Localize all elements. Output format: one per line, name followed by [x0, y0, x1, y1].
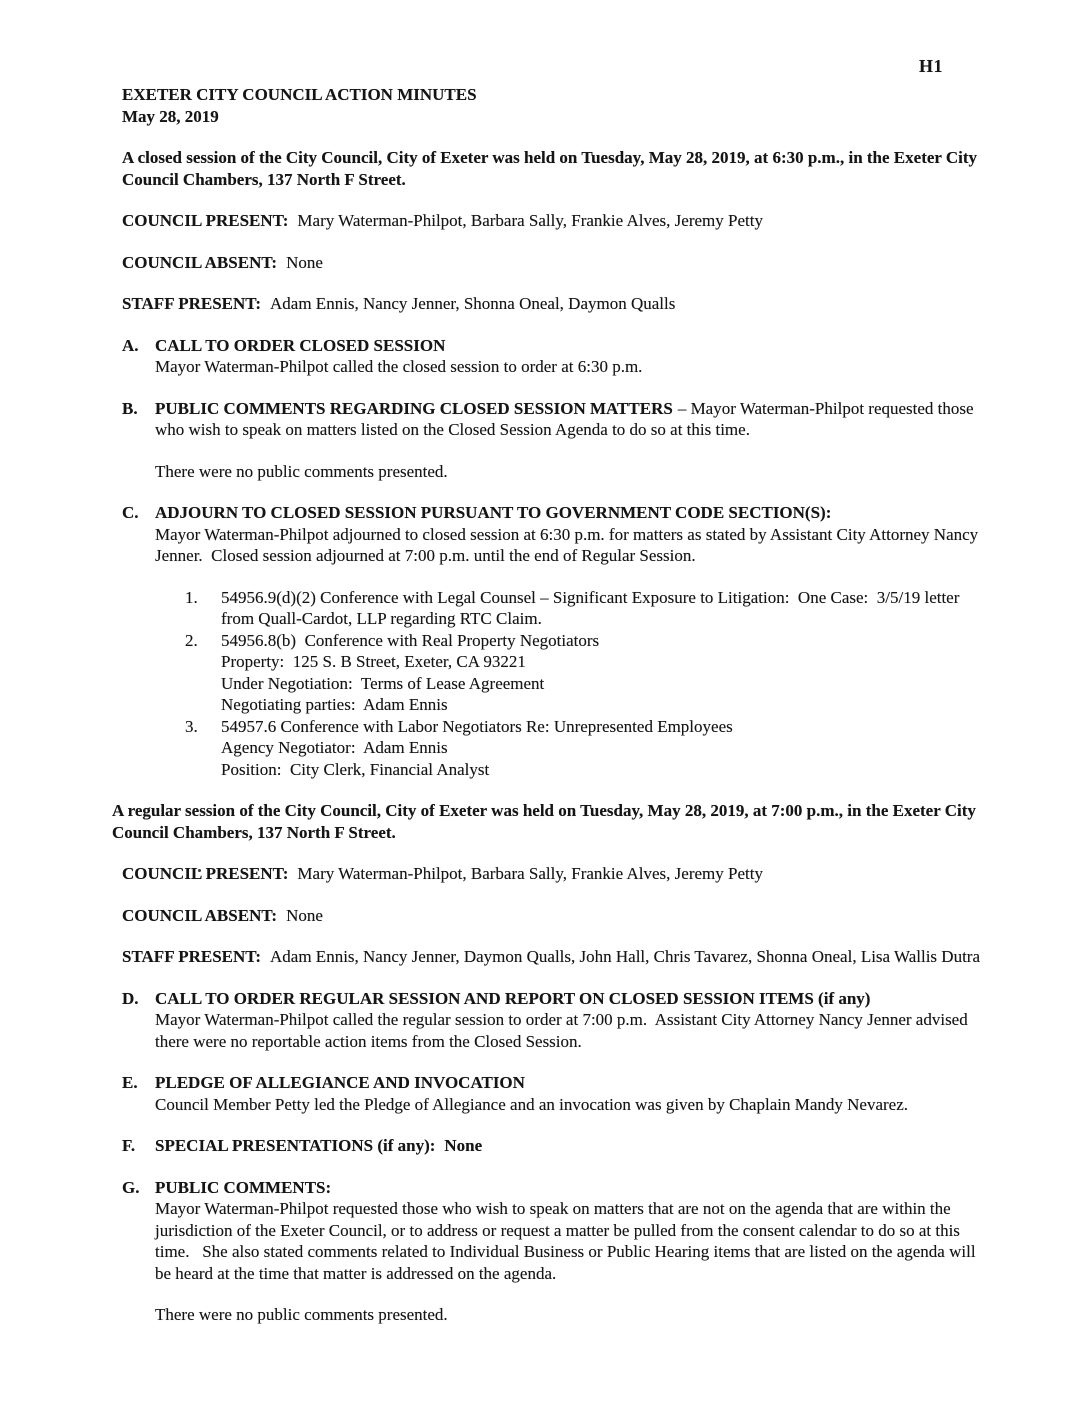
section-f-heading: SPECIAL PRESENTATIONS (if any):	[155, 1136, 436, 1155]
list-item-2-number: 2.	[185, 630, 198, 650]
section-d	[122, 988, 980, 1053]
section-e-heading: PLEDGE OF ALLEGIANCE AND INVOCATION	[155, 1073, 525, 1092]
regular-council-present-names: Mary Waterman-Philpot, Barbara Sally, Frankie Alves, Jeremy Petty	[297, 864, 763, 883]
section-c-text: Mayor Waterman-Philpot adjourned to closed session at 6:30 p.m. for matters as stated by Assistant City Attorney Nancy Jenner. Closed session adjourned at 7:00 p.m. until the end of Regular Session.	[155, 524, 983, 565]
regular-session-intro: A regular session of the City Council, City of Exeter was held on Tuesday, May 28, 2019, at 7:00 p.m., in the Exeter City Council Chambers, 137 North F Street.	[112, 801, 981, 842]
section-b-letter: B.	[122, 398, 138, 418]
section-a-body	[155, 335, 980, 378]
section-a-text: Mayor Waterman-Philpot called the closed session to order at 6:30 p.m.	[155, 357, 643, 376]
regular-council-absent-label: COUNCIL ABSENT:	[122, 905, 278, 925]
list-item-1-number: 1.	[185, 587, 198, 607]
list-item-2-body	[221, 630, 980, 716]
section-a-heading: CALL TO ORDER CLOSED SESSION	[155, 335, 446, 355]
list-item-2-under-negotiation: Under Negotiation: Terms of Lease Agreement	[221, 673, 545, 693]
staff-present-label: STAFF PRESENT:	[122, 294, 262, 313]
list-item-3-position: Position: City Clerk, Financial Analyst	[221, 759, 490, 779]
section-b-body	[155, 398, 980, 483]
document-content	[112, 84, 983, 1346]
section-g-letter: G.	[122, 1177, 140, 1197]
section-b-heading-continuation: – Mayor Waterman-Philpot requested those who wish to speak on matters listed on the Closed Session Agenda to do so at this time.	[155, 398, 974, 439]
section-e-text: Council Member Petty led the Pledge of Allegiance and an invocation was given by Chaplain Mandy Nevarez.	[155, 1094, 908, 1114]
list-item-3-line: 54957.6 Conference with Labor Negotiators Re: Unrepresented Employees	[221, 716, 733, 736]
section-b-heading-line	[155, 398, 980, 441]
regular-staff-present-names: Adam Ennis, Nancy Jenner, Daymon Qualls, John Hall, Chris Tavarez, Shonna Oneal, Lisa Wallis Dutra	[270, 947, 980, 966]
list-item-1	[185, 587, 980, 630]
section-b	[122, 398, 980, 483]
section-e-body	[155, 1072, 980, 1115]
closed-session-item-list	[185, 587, 980, 781]
section-b-note: There were no public comments presented.	[155, 461, 448, 481]
list-item-2-negotiating-parties: Negotiating parties: Adam Ennis	[221, 695, 448, 714]
section-g-heading: PUBLIC COMMENTS:	[155, 1177, 332, 1197]
section-c	[122, 502, 983, 780]
section-c-letter: C.	[122, 503, 139, 522]
list-item-3	[185, 716, 980, 781]
regular-council-absent-row	[122, 905, 980, 927]
regular-council-present-row	[122, 863, 980, 885]
section-g	[122, 1177, 980, 1326]
section-c-heading: ADJOURN TO CLOSED SESSION PURSUANT TO GOVERNMENT CODE SECTION(S):	[155, 503, 832, 522]
list-item-3-body	[221, 716, 980, 781]
council-absent-label: COUNCIL ABSENT:	[122, 252, 278, 272]
regular-staff-present-label: STAFF PRESENT:	[122, 947, 262, 966]
section-g-note: There were no public comments presented.	[155, 1305, 448, 1324]
closed-council-present-row	[122, 210, 980, 232]
page-number-label: H1	[919, 56, 944, 76]
section-f	[122, 1135, 980, 1157]
document-title: EXETER CITY COUNCIL ACTION MINUTES	[122, 85, 477, 104]
section-a	[122, 335, 980, 378]
council-present-label: COUNCIL PRESENT:	[122, 211, 289, 230]
section-e	[122, 1072, 980, 1115]
list-item-2-property: Property: 125 S. B Street, Exeter, CA 93221	[221, 652, 526, 671]
list-item-2-line: 54956.8(b) Conference with Real Property Negotiators	[221, 630, 600, 650]
list-item-1-body	[221, 587, 980, 630]
regular-council-absent-value: None	[286, 905, 323, 925]
section-d-body	[155, 988, 980, 1053]
closed-council-absent-row	[122, 252, 980, 274]
section-f-letter: F.	[122, 1136, 136, 1155]
council-present-names: Mary Waterman-Philpot, Barbara Sally, Frankie Alves, Jeremy Petty	[297, 211, 763, 230]
document-header	[122, 84, 980, 127]
section-c-body	[155, 502, 983, 780]
section-e-letter: E.	[122, 1073, 138, 1092]
staff-present-names: Adam Ennis, Nancy Jenner, Shonna Oneal, Daymon Qualls	[270, 294, 676, 313]
closed-session-intro: A closed session of the City Council, City of Exeter was held on Tuesday, May 28, 2019, at 6:30 p.m., in the Exeter City Council Chambers, 137 North F Street.	[122, 148, 982, 189]
closed-staff-present-row	[122, 293, 980, 315]
section-g-body	[155, 1177, 980, 1326]
section-d-letter: D.	[122, 988, 139, 1008]
section-g-text: Mayor Waterman-Philpot requested those who wish to speak on matters that are not on the agenda that are within the jurisdiction of the Exeter Council, or to address or request a matter be pulled from the consent calendar to do so at this time. She also stated comments related to Individual Business or Public Hearing items that are listed on the agenda will be heard at the time that matter is addressed on the agenda.	[155, 1199, 980, 1283]
regular-staff-present-row	[122, 946, 980, 968]
section-d-heading: CALL TO ORDER REGULAR SESSION AND REPORT ON CLOSED SESSION ITEMS (if any)	[155, 988, 871, 1008]
section-b-heading: PUBLIC COMMENTS REGARDING CLOSED SESSION MATTERS	[155, 398, 673, 418]
section-f-heading-line	[155, 1135, 980, 1157]
list-item-3-number: 3.	[185, 716, 198, 736]
section-a-letter: A.	[122, 335, 139, 355]
section-f-value: None	[444, 1136, 483, 1155]
list-item-3-agency-negotiator: Agency Negotiator: Adam Ennis	[221, 738, 448, 757]
section-f-body	[155, 1135, 980, 1157]
list-item-2	[185, 630, 980, 716]
section-d-text: Mayor Waterman-Philpot called the regular session to order at 7:00 p.m. Assistant City Attorney Nancy Jenner advised there were no reportable action items from the Closed Session.	[155, 1010, 972, 1051]
regular-council-present-label: COUNCIL PRESENT:	[122, 864, 289, 883]
document-date: May 28, 2019	[122, 106, 219, 126]
council-absent-value: None	[286, 252, 323, 272]
list-item-1-line: 54956.9(d)(2) Conference with Legal Counsel – Significant Exposure to Litigation: One Case: 3/5/19 letter from Quall-Cardot, LLP regarding RTC Claim.	[221, 587, 964, 628]
